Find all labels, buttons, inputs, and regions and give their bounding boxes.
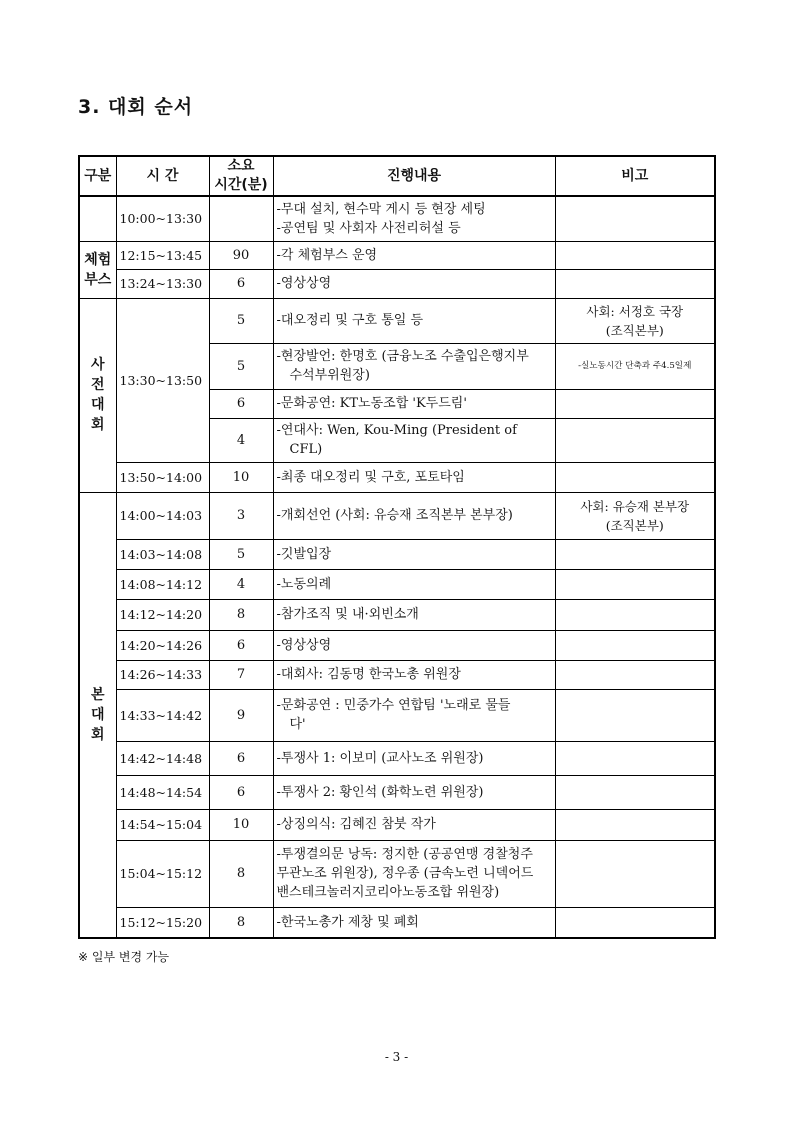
section-pre-rally: 사 전 대 회	[79, 298, 116, 492]
content-cell: -참가조직 및 내·외빈소개	[273, 599, 555, 630]
note-cell	[555, 840, 715, 907]
time-cell: 13:30~13:50	[116, 298, 209, 462]
duration-cell: 8	[209, 907, 273, 938]
section-title: 3. 대회 순서	[78, 96, 194, 118]
content-cell: -연대사: Wen, Kou-Ming (President of CFL)	[273, 418, 555, 462]
note-cell	[555, 569, 715, 599]
table-row	[79, 492, 715, 539]
table-row	[79, 241, 715, 269]
duration-cell: 6	[209, 741, 273, 775]
content-cell: -대오정리 및 구호 통일 등	[273, 298, 555, 343]
section-main-rally: 본 대 회	[79, 492, 116, 938]
note-cell	[555, 660, 715, 689]
note-cell	[555, 741, 715, 775]
time-cell: 14:20~14:26	[116, 630, 209, 660]
header-note: 비고	[555, 156, 715, 196]
time-cell: 15:12~15:20	[116, 907, 209, 938]
time-cell: 13:24~13:30	[116, 269, 209, 298]
note-cell	[555, 539, 715, 569]
note-cell: 사회: 유승재 본부장 (조직본부)	[555, 492, 715, 539]
time-cell: 14:03~14:08	[116, 539, 209, 569]
time-cell: 12:15~13:45	[116, 241, 209, 269]
duration-cell: 6	[209, 389, 273, 418]
duration-cell: 4	[209, 418, 273, 462]
table-row	[79, 196, 715, 241]
note-cell	[555, 462, 715, 492]
note-cell	[555, 809, 715, 840]
content-cell: -투쟁사 1: 이보미 (교사노조 위원장)	[273, 741, 555, 775]
table-row	[79, 599, 715, 630]
time-cell: 14:08~14:12	[116, 569, 209, 599]
content-cell: -문화공연: KT노동조합 'K두드림'	[273, 389, 555, 418]
table-row	[79, 741, 715, 775]
header-time: 시 간	[116, 156, 209, 196]
table-row	[79, 630, 715, 660]
duration-cell: 6	[209, 269, 273, 298]
duration-cell: 5	[209, 298, 273, 343]
table-row	[79, 840, 715, 907]
table-row	[79, 775, 715, 809]
header-content: 진행내용	[273, 156, 555, 196]
footnote: ※ 일부 변경 가능	[78, 950, 170, 964]
table-row	[79, 809, 715, 840]
time-cell: 14:48~14:54	[116, 775, 209, 809]
note-cell	[555, 689, 715, 741]
duration-cell: 8	[209, 840, 273, 907]
content-cell: -문화공연 : 민중가수 연합팀 '노래로 물들 다'	[273, 689, 555, 741]
note-cell	[555, 630, 715, 660]
note-cell	[555, 389, 715, 418]
header-duration: 소요 시간(분)	[209, 156, 273, 196]
program-table	[78, 155, 716, 939]
page-number: - 3 -	[384, 1050, 409, 1064]
duration-cell: 5	[209, 539, 273, 569]
header-row	[79, 156, 715, 196]
table-row	[79, 660, 715, 689]
time-cell: 10:00~13:30	[116, 196, 209, 241]
duration-cell	[209, 196, 273, 241]
content-cell: -깃발입장	[273, 539, 555, 569]
note-cell: -실노동시간 단축과 주4.5일제	[555, 343, 715, 389]
duration-cell: 6	[209, 775, 273, 809]
table-row	[79, 462, 715, 492]
table-row	[79, 298, 715, 343]
duration-cell: 3	[209, 492, 273, 539]
section-cell-empty	[79, 196, 116, 241]
header-section: 구분	[79, 156, 116, 196]
duration-cell: 6	[209, 630, 273, 660]
content-cell: -노동의례	[273, 569, 555, 599]
table-row	[79, 539, 715, 569]
content-cell: -현장발언: 한명호 (금융노조 수출입은행지부 수석부위원장)	[273, 343, 555, 389]
content-cell: -투쟁결의문 낭독: 정지한 (공공연맹 경찰청주 무관노조 위원장), 정우종 (금속노련 니덱어드 밴스테크놀러지코리아노동조합 위원장)	[273, 840, 555, 907]
duration-cell: 4	[209, 569, 273, 599]
time-cell: 14:26~14:33	[116, 660, 209, 689]
content-cell: -영상상영	[273, 269, 555, 298]
section-booth: 체험 부스	[79, 241, 116, 298]
note-cell	[555, 269, 715, 298]
content-cell: -투쟁사 2: 황인석 (화학노련 위원장)	[273, 775, 555, 809]
note-cell	[555, 775, 715, 809]
time-cell: 14:00~14:03	[116, 492, 209, 539]
content-cell: -무대 설치, 현수막 게시 등 현장 세팅 -공연팀 및 사회자 사전리허설 등	[273, 196, 555, 241]
table-row	[79, 569, 715, 599]
content-cell: -대회사: 김동명 한국노총 위원장	[273, 660, 555, 689]
table-row	[79, 689, 715, 741]
time-cell: 13:50~14:00	[116, 462, 209, 492]
note-cell	[555, 418, 715, 462]
content-cell: -상징의식: 김혜진 참붓 작가	[273, 809, 555, 840]
note-cell	[555, 196, 715, 241]
content-cell: -각 체험부스 운영	[273, 241, 555, 269]
duration-cell: 10	[209, 809, 273, 840]
content-cell: -한국노총가 제창 및 폐회	[273, 907, 555, 938]
note-cell	[555, 599, 715, 630]
time-cell: 14:42~14:48	[116, 741, 209, 775]
note-cell: 사회: 서정호 국장 (조직본부)	[555, 298, 715, 343]
content-cell: -개회선언 (사회: 유승재 조직본부 본부장)	[273, 492, 555, 539]
duration-cell: 7	[209, 660, 273, 689]
table-row	[79, 269, 715, 298]
duration-cell: 5	[209, 343, 273, 389]
duration-cell: 8	[209, 599, 273, 630]
content-cell: -영상상영	[273, 630, 555, 660]
duration-cell: 10	[209, 462, 273, 492]
note-cell	[555, 907, 715, 938]
note-cell	[555, 241, 715, 269]
time-cell: 15:04~15:12	[116, 840, 209, 907]
time-cell: 14:33~14:42	[116, 689, 209, 741]
duration-cell: 9	[209, 689, 273, 741]
time-cell: 14:54~15:04	[116, 809, 209, 840]
time-cell: 14:12~14:20	[116, 599, 209, 630]
table-row	[79, 907, 715, 938]
duration-cell: 90	[209, 241, 273, 269]
content-cell: -최종 대오정리 및 구호, 포토타임	[273, 462, 555, 492]
